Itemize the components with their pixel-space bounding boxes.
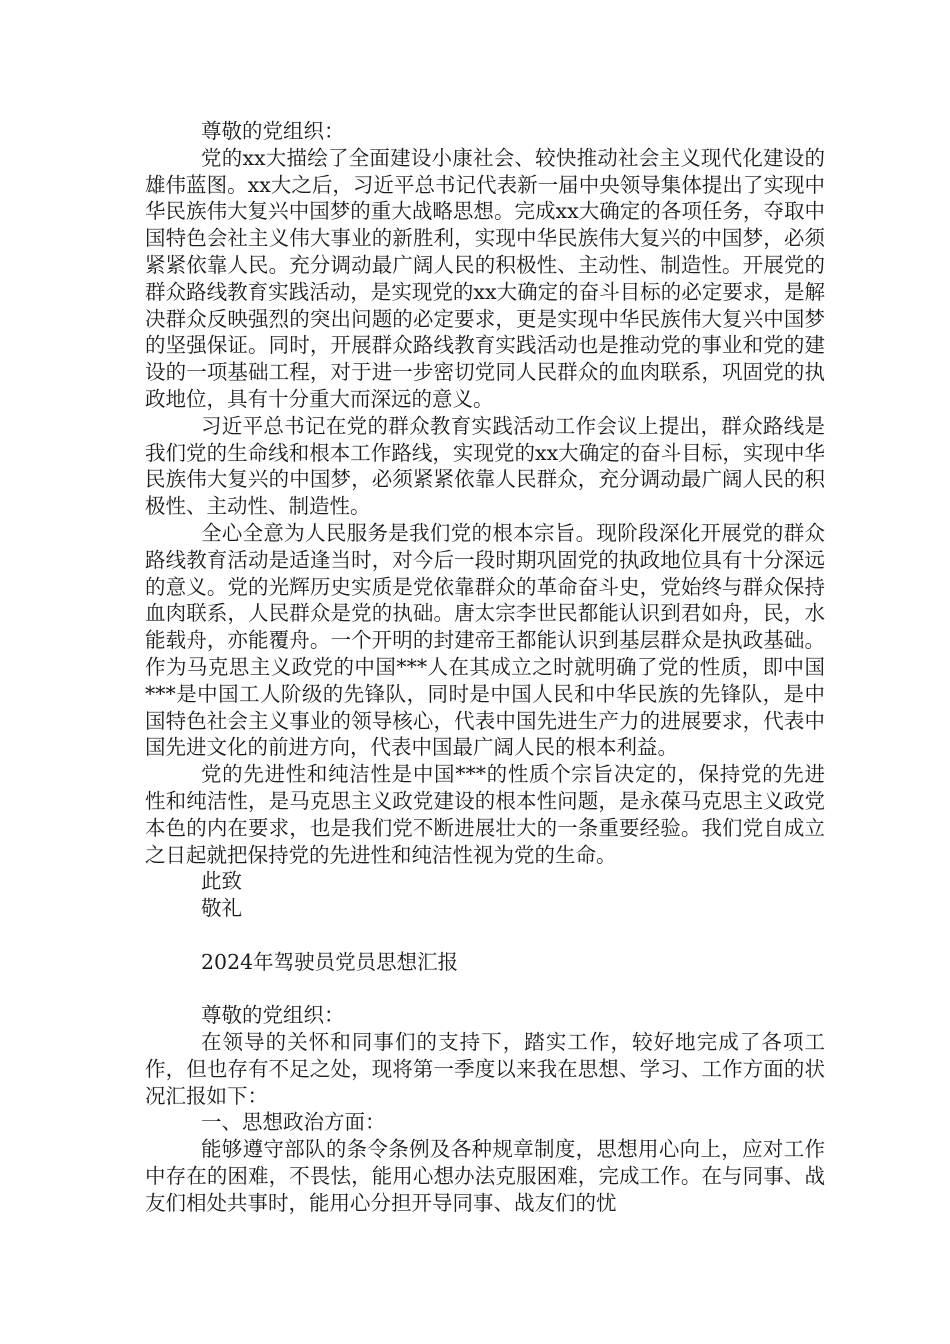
closing-salute: 敬礼 — [201, 896, 242, 921]
document-page — [145, 118, 825, 1217]
paragraph: 全心全意为人民服务是我们党的根本宗旨。现阶段深化开展党的群众路线教育活动是适逢当时，对今后一段时期巩固党的执政地位具有十分深远的意义。党的光辉历史实质是党依靠群众的革命奋斗史，党始终与群众保持血肉联系，人民群众是党的执础。唐太宗李世民都能认识到君如舟，民，水能载舟，亦能覆舟。一个开明的封建帝王都能认识到基层群众是执政基础。作为马克思主义政党的中国***人在其成立之时就明确了党的性质，即中国***是中国工人阶级的先锋队，同时是中国人民和中华民族的先锋队，是中国特色社会主义事业的领导核心，代表中国先进生产力的进展要求，代表中国先进文化的前进方向，代表中国最广阔人民的根本利益。 — [145, 520, 825, 760]
paragraph: 在领导的关怀和同事们的支持下，踏实工作，较好地完成了各项工作，但也存有不足之处，现将第一季度以来我在思想、学习、工作方面的状况汇报如下： — [145, 1030, 825, 1108]
paragraph: 习近平总书记在党的群众教育实践活动工作会议上提出，群众路线是我们党的生命线和根本工作路线，实现党的xx大确定的奋斗目标，实现中华民族伟大复兴的中国梦，必须紧紧依靠人民群众，充分调动最广阔人民的积极性、主动性、制造性。 — [145, 413, 825, 519]
blank-line — [145, 976, 825, 1003]
paragraph: 党的xx大描绘了全面建设小康社会、较快推动社会主义现代化建设的雄伟蓝图。xx大之后，习近平总书记代表新一届中央领导集体提出了实现中华民族伟大复兴中国梦的重大战略思想。完成xx大确定的各项任务，夺取中国特色会社主义伟大事业的新胜利，实现中华民族伟大复兴的中国梦，必须紧紧依靠人民。充分调动最广阔人民的积极性、主动性、制造性。开展党的群众路线教育实践活动，是实现党的xx大确定的奋斗目标的必定要求，是解决群众反映强烈的突出问题的必定要求，更是实现中华民族伟大复兴中国梦的坚强保证。同时，开展群众路线教育实践活动也是推动党的事业和党的建设的一项基础工程，对于进一步密切党同人民群众的血肉联系，巩固党的执政地位，具有十分重大而深远的意义。 — [145, 145, 825, 411]
blank-line — [145, 922, 825, 949]
salutation: 尊敬的党组织： — [201, 1003, 345, 1028]
paragraph: 党的先进性和纯洁性是中国***的性质个宗旨决定的，保持党的先进性和纯洁性，是马克思主义政党建设的根本性问题，是永葆马克思主义政党本色的内在要求，也是我们党不断进展壮大的一条重要经验。我们党自成立之日起就把保持党的先进性和纯洁性视为党的生命。 — [145, 762, 825, 867]
document-title: 2024年驾驶员党员思想汇报 — [201, 949, 459, 974]
salutation: 尊敬的党组织： — [201, 119, 345, 143]
paragraph: 能够遵守部队的条令条例及各种规章制度，思想用心向上，应对工作中存在的困难，不畏怯，能用心想办法克服困难，完成工作。在与同事、战友们相处共事时，能用心分担开导同事、战友们的忧 — [145, 1137, 825, 1215]
section-heading: 一、思想政治方面： — [201, 1110, 386, 1135]
closing-regards: 此致 — [201, 869, 242, 894]
